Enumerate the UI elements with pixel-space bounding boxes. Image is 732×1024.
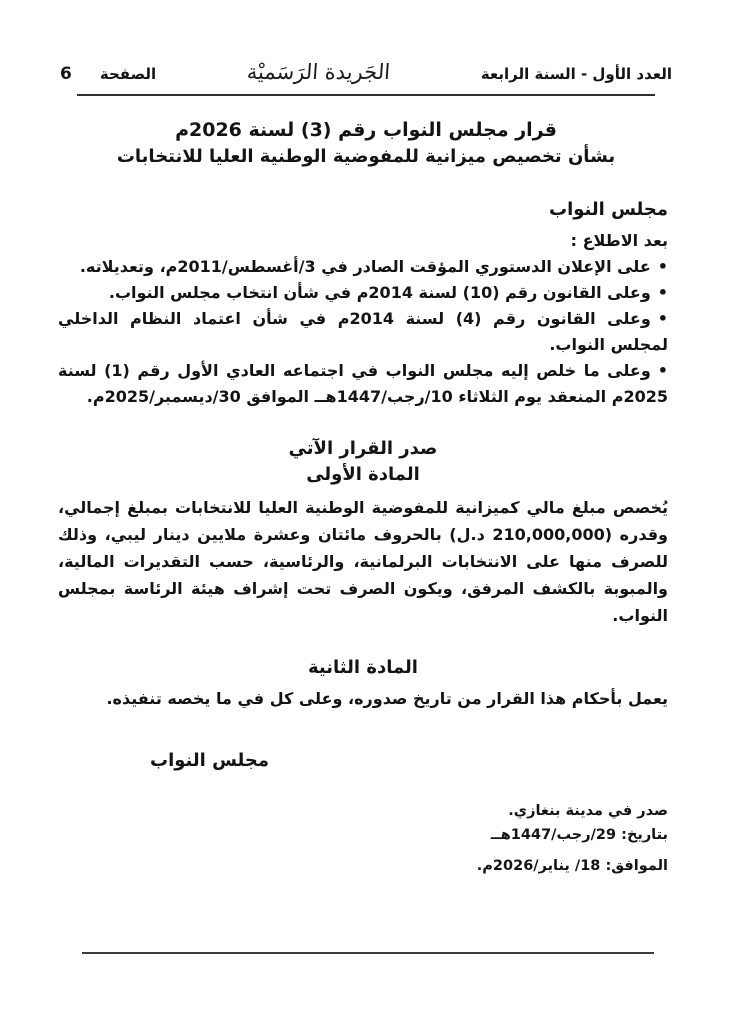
decree-subtitle: بشأن تخصيص ميزانية للمفوضية الوطنية العليا للانتخابات [116,145,616,167]
consideration-text: على الإعلان الدستوري المؤقت الصادر في 3/أغسطس/2011م، وتعديلاته. [79,256,651,276]
page-number: 6 [60,64,72,84]
consideration-item [58,280,668,306]
bullet-marker: • [657,360,669,380]
page-header [60,60,672,84]
issuance-place: صدر في مدينة بنغازي. [508,802,668,819]
consideration-item [58,306,668,358]
enactment-heading: صدر القرار الآتي [288,437,438,459]
header-rule [77,94,655,96]
bullet-marker: • [657,256,668,276]
article-one-heading: المادة الأولى [306,463,420,485]
consideration-item [58,254,668,280]
gazette-masthead: الجَريدة الرَسَميْة [246,60,391,84]
consideration-item [58,358,668,410]
decree-title: قرار مجلس النواب رقم (3) لسنة 2026م [175,119,557,141]
consideration-text: وعلى القانون رقم (10) لسنة 2014م في شأن انتخاب مجلس النواب. [108,282,651,302]
page-info [60,64,156,84]
issue-year-label: العدد الأول - السنة الرابعة [480,65,672,83]
consideration-text: وعلى القانون رقم (4) لسنة 2014م في شأن اعتماد النظام الداخلي لمجلس النواب. [58,308,668,354]
signature-block: مجلس النواب [150,749,269,771]
page-label: الصفحة [99,65,157,83]
consideration-text: وعلى ما خلص إليه مجلس النواب في اجتماعه العادي الأول رقم (1) لسنة 2025م المنعقد يوم الثلاثاء 10/رجب/1447هــ الموافق 30/ديسمبر/2025م. [58,360,668,406]
issuance-hijri-date: بتاريخ: 29/رجب/1447هــ [490,826,668,843]
considerations-list [58,254,668,410]
article-one-text: يُخصص مبلغ مالي كميزانية للمفوضية الوطنية العليا للانتخابات بمبلغ إجمالي، وقدره (210,000,000 د.ل) بالحروف مائتان وعشرة ملايين دينار ليبي، وذلك للصرف منها على الانتخابات البرلمانية، والرئاسية، حسب التقديرات المالية، والمبوبة بالكشف المرفق، ويكون الصرف تحت إشراف هيئة الرئاسة بمجلس النواب. [58,497,669,625]
bullet-marker: • [657,282,668,302]
issuance-gregorian-date: الموافق: 18/ يناير/2026م. [476,857,668,874]
preamble-lead: بعد الاطلاع : [570,230,668,250]
issuance-block [58,799,668,878]
article-two-heading: المادة الثانية [308,656,418,678]
bullet-marker: • [657,308,669,328]
authority-heading: مجلس النواب [549,198,668,220]
article-two-text: يعمل بأحكام هذا القرار من تاريخ صدوره، وعلى كل في ما يخصه تنفيذه. [106,688,668,708]
decree-title-block [0,118,732,169]
footer-rule [82,952,654,954]
decree-body [0,199,732,878]
